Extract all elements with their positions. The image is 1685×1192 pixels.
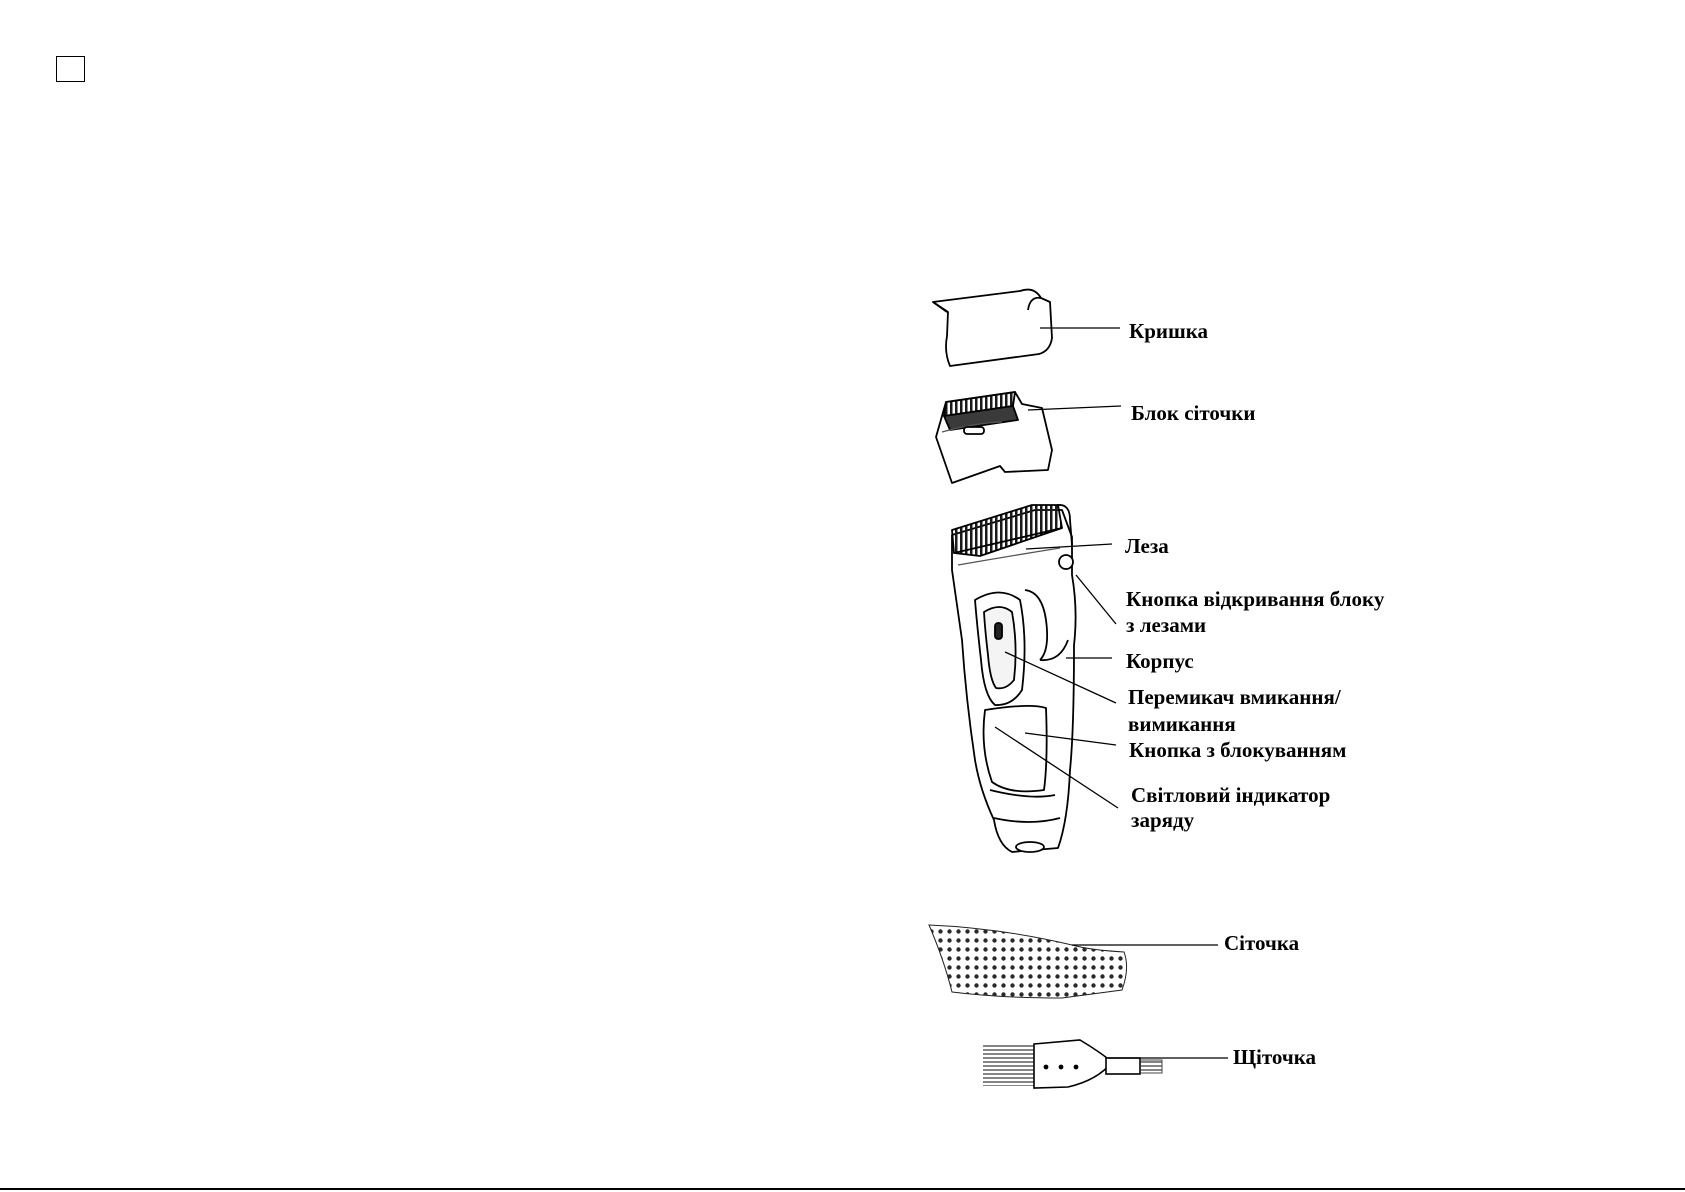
label-blades: Леза: [1125, 534, 1169, 558]
label-cover: Кришка: [1129, 319, 1209, 343]
shaver-illustration: [952, 505, 1076, 852]
foil-illustration: [929, 925, 1127, 998]
label-indicator-line2: заряду: [1131, 808, 1195, 832]
label-body: Корпус: [1126, 649, 1194, 673]
label-switch-line1: Перемикач вмикання/: [1128, 685, 1341, 709]
label-lock-button: Кнопка з блокуванням: [1129, 738, 1347, 762]
label-foil: Сіточка: [1224, 931, 1300, 955]
label-foil-block: Блок сіточки: [1131, 401, 1256, 425]
bottom-rule: [0, 1188, 1685, 1190]
label-switch-line2: вимикання: [1128, 712, 1236, 736]
foil-block-illustration: [936, 392, 1052, 483]
label-release-button-line2: з лезами: [1126, 613, 1207, 637]
label-brush: Щіточка: [1233, 1045, 1317, 1069]
release-button-leader-line: [1076, 575, 1116, 624]
label-indicator-line1: Світловий індикатор: [1131, 783, 1331, 807]
label-release-button-line1: Кнопка відкривання блоку: [1126, 587, 1385, 611]
cover-illustration: [933, 290, 1052, 366]
brush-illustration: [983, 1040, 1162, 1088]
